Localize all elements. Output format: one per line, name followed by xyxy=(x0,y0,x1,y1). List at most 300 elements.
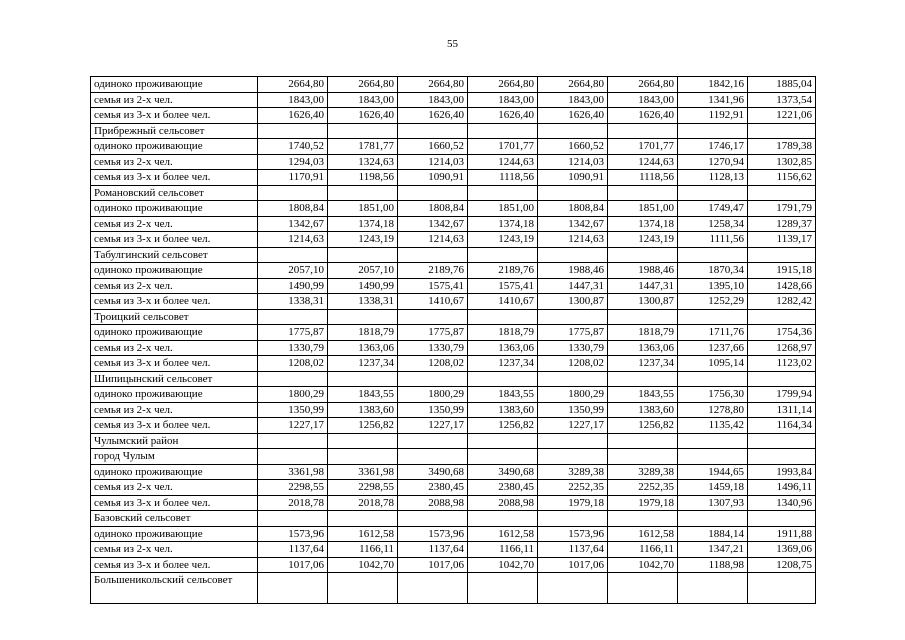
table-row xyxy=(91,139,816,155)
row-label: Прибрежный сельсовет xyxy=(91,123,258,139)
table-cell: 1244,63 xyxy=(468,154,538,170)
table-row xyxy=(91,185,816,201)
row-label: семья из 2-х чел. xyxy=(91,92,258,108)
table-cell: 1208,75 xyxy=(748,557,816,573)
table-row xyxy=(91,108,816,124)
table-cell: 1711,76 xyxy=(678,325,748,341)
table-cell: 2088,98 xyxy=(468,495,538,511)
table-cell xyxy=(398,449,468,465)
table-cell: 1843,00 xyxy=(328,92,398,108)
table-cell: 1256,82 xyxy=(468,418,538,434)
table-cell: 1612,58 xyxy=(468,526,538,542)
table-cell xyxy=(328,511,398,527)
row-label: семья из 2-х чел. xyxy=(91,154,258,170)
table-cell: 1754,36 xyxy=(748,325,816,341)
table-cell: 1575,41 xyxy=(398,278,468,294)
table-cell xyxy=(608,573,678,604)
table-cell: 1214,03 xyxy=(398,154,468,170)
table-row xyxy=(91,371,816,387)
table-cell xyxy=(468,511,538,527)
table-row xyxy=(91,216,816,232)
table-cell: 1843,00 xyxy=(258,92,328,108)
table-cell: 1123,02 xyxy=(748,356,816,372)
table-cell: 1789,38 xyxy=(748,139,816,155)
table-cell xyxy=(328,433,398,449)
table-row xyxy=(91,247,816,263)
table-cell xyxy=(678,185,748,201)
table-cell: 1166,11 xyxy=(608,542,678,558)
table-cell: 1626,40 xyxy=(258,108,328,124)
table-cell: 1350,99 xyxy=(398,402,468,418)
table-cell: 1383,60 xyxy=(468,402,538,418)
table-cell: 1214,03 xyxy=(538,154,608,170)
table-cell: 1911,88 xyxy=(748,526,816,542)
table-cell: 1135,42 xyxy=(678,418,748,434)
table-cell xyxy=(468,449,538,465)
table-cell: 1660,52 xyxy=(398,139,468,155)
table-cell: 1166,11 xyxy=(468,542,538,558)
table-cell: 2664,80 xyxy=(258,77,328,93)
table-row xyxy=(91,526,816,542)
table-cell xyxy=(538,449,608,465)
table-cell xyxy=(678,309,748,325)
table-cell: 2298,55 xyxy=(328,480,398,496)
table-cell: 1252,29 xyxy=(678,294,748,310)
table-cell: 1330,79 xyxy=(538,340,608,356)
table-cell: 1701,77 xyxy=(608,139,678,155)
table-cell xyxy=(398,371,468,387)
table-cell: 1775,87 xyxy=(538,325,608,341)
table-cell: 1090,91 xyxy=(398,170,468,186)
table-cell: 1137,64 xyxy=(258,542,328,558)
table-cell: 2189,76 xyxy=(468,263,538,279)
table-row xyxy=(91,263,816,279)
row-label: одиноко проживающие xyxy=(91,201,258,217)
table-cell xyxy=(398,573,468,604)
table-cell: 1885,04 xyxy=(748,77,816,93)
table-row xyxy=(91,573,816,604)
table-cell: 1208,02 xyxy=(258,356,328,372)
table-cell: 1111,56 xyxy=(678,232,748,248)
table-cell xyxy=(328,185,398,201)
table-cell: 1374,18 xyxy=(328,216,398,232)
table-cell xyxy=(328,309,398,325)
table-cell: 1410,67 xyxy=(398,294,468,310)
row-label: город Чулым xyxy=(91,449,258,465)
table-cell xyxy=(538,309,608,325)
table-cell: 1258,34 xyxy=(678,216,748,232)
table-cell: 1781,77 xyxy=(328,139,398,155)
table-row xyxy=(91,309,816,325)
table-row xyxy=(91,557,816,573)
table-cell: 2380,45 xyxy=(468,480,538,496)
table-cell: 2252,35 xyxy=(538,480,608,496)
table-cell: 1749,47 xyxy=(678,201,748,217)
table-cell: 1324,63 xyxy=(328,154,398,170)
page-number: 55 xyxy=(447,38,458,50)
table-cell xyxy=(678,371,748,387)
table-cell: 1818,79 xyxy=(608,325,678,341)
table-cell xyxy=(328,573,398,604)
table-cell: 1128,13 xyxy=(678,170,748,186)
table-cell: 1374,18 xyxy=(608,216,678,232)
table-cell: 1227,17 xyxy=(398,418,468,434)
table-row xyxy=(91,495,816,511)
table-cell: 1490,99 xyxy=(328,278,398,294)
table-cell xyxy=(258,371,328,387)
table-cell xyxy=(398,511,468,527)
table-cell: 1256,82 xyxy=(328,418,398,434)
table-row xyxy=(91,418,816,434)
table-row xyxy=(91,340,816,356)
table-body xyxy=(91,77,816,604)
row-label: семья из 3-х и более чел. xyxy=(91,495,258,511)
table-cell xyxy=(468,185,538,201)
table-cell: 2252,35 xyxy=(608,480,678,496)
table-cell: 1979,18 xyxy=(608,495,678,511)
table-cell: 1660,52 xyxy=(538,139,608,155)
table-cell: 1237,34 xyxy=(468,356,538,372)
table-cell: 1170,91 xyxy=(258,170,328,186)
table-cell: 1791,79 xyxy=(748,201,816,217)
table-cell: 1342,67 xyxy=(258,216,328,232)
table-cell: 2018,78 xyxy=(258,495,328,511)
row-label: Шипицынский сельсовет xyxy=(91,371,258,387)
table-cell: 1490,99 xyxy=(258,278,328,294)
table-cell: 1988,46 xyxy=(608,263,678,279)
table-cell: 1851,00 xyxy=(328,201,398,217)
table-cell: 1350,99 xyxy=(258,402,328,418)
table-cell: 1843,00 xyxy=(398,92,468,108)
table-cell: 1800,29 xyxy=(398,387,468,403)
table-cell: 1208,02 xyxy=(538,356,608,372)
table-cell xyxy=(748,511,816,527)
table-cell: 2298,55 xyxy=(258,480,328,496)
table-cell: 1214,63 xyxy=(258,232,328,248)
table-cell xyxy=(328,449,398,465)
row-label: семья из 3-х и более чел. xyxy=(91,356,258,372)
table-cell: 1993,84 xyxy=(748,464,816,480)
row-label: семья из 3-х и более чел. xyxy=(91,557,258,573)
table-cell: 1330,79 xyxy=(398,340,468,356)
table-cell: 1573,96 xyxy=(258,526,328,542)
row-label: Большеникольский сельсовет xyxy=(91,573,258,604)
table-cell: 1800,29 xyxy=(538,387,608,403)
table-cell xyxy=(748,185,816,201)
table-cell: 1227,17 xyxy=(258,418,328,434)
table-cell: 1447,31 xyxy=(608,278,678,294)
table-cell: 1244,63 xyxy=(608,154,678,170)
table-cell: 1799,94 xyxy=(748,387,816,403)
table-cell: 1944,65 xyxy=(678,464,748,480)
table-row xyxy=(91,356,816,372)
table-cell: 2057,10 xyxy=(258,263,328,279)
table-cell xyxy=(468,573,538,604)
table-cell: 1237,34 xyxy=(328,356,398,372)
table-cell xyxy=(538,247,608,263)
table-cell: 2664,80 xyxy=(398,77,468,93)
table-cell: 1842,16 xyxy=(678,77,748,93)
table-cell xyxy=(748,247,816,263)
table-cell: 1808,84 xyxy=(258,201,328,217)
table-cell: 1166,11 xyxy=(328,542,398,558)
table-cell: 2664,80 xyxy=(468,77,538,93)
table-cell: 1237,66 xyxy=(678,340,748,356)
row-label: Троицкий сельсовет xyxy=(91,309,258,325)
table-cell: 1198,56 xyxy=(328,170,398,186)
table-cell: 2664,80 xyxy=(538,77,608,93)
table-cell: 1626,40 xyxy=(328,108,398,124)
table-cell: 1118,56 xyxy=(608,170,678,186)
row-label: семья из 3-х и более чел. xyxy=(91,108,258,124)
table-cell: 1347,21 xyxy=(678,542,748,558)
table-cell: 1256,82 xyxy=(608,418,678,434)
table-cell: 1612,58 xyxy=(608,526,678,542)
row-label: семья из 2-х чел. xyxy=(91,216,258,232)
table-row xyxy=(91,387,816,403)
table-cell: 1988,46 xyxy=(538,263,608,279)
table-cell: 1090,91 xyxy=(538,170,608,186)
table-cell: 2664,80 xyxy=(328,77,398,93)
table-cell: 3490,68 xyxy=(398,464,468,480)
table-cell: 2057,10 xyxy=(328,263,398,279)
row-label: Романовский сельсовет xyxy=(91,185,258,201)
table-cell: 1294,03 xyxy=(258,154,328,170)
table-cell xyxy=(678,449,748,465)
row-label: Базовский сельсовет xyxy=(91,511,258,527)
row-label: одиноко проживающие xyxy=(91,387,258,403)
table-cell xyxy=(748,371,816,387)
table-cell: 1740,52 xyxy=(258,139,328,155)
table-cell xyxy=(398,185,468,201)
table-row xyxy=(91,77,816,93)
table-cell xyxy=(678,247,748,263)
table-cell: 2189,76 xyxy=(398,263,468,279)
table-row xyxy=(91,201,816,217)
table-cell xyxy=(678,511,748,527)
table-cell: 1137,64 xyxy=(538,542,608,558)
table-cell: 1410,67 xyxy=(468,294,538,310)
table-cell: 1800,29 xyxy=(258,387,328,403)
table-cell: 1746,17 xyxy=(678,139,748,155)
row-label: одиноко проживающие xyxy=(91,77,258,93)
row-label: семья из 2-х чел. xyxy=(91,542,258,558)
table-cell: 1118,56 xyxy=(468,170,538,186)
table-cell xyxy=(258,247,328,263)
table-cell: 1214,63 xyxy=(398,232,468,248)
table-cell: 1843,55 xyxy=(608,387,678,403)
table-cell xyxy=(398,247,468,263)
table-cell: 1268,97 xyxy=(748,340,816,356)
row-label: одиноко проживающие xyxy=(91,464,258,480)
table-cell xyxy=(468,371,538,387)
table-cell xyxy=(398,433,468,449)
table-cell: 1282,42 xyxy=(748,294,816,310)
table-cell: 1307,93 xyxy=(678,495,748,511)
table-cell xyxy=(608,309,678,325)
table-cell: 1340,96 xyxy=(748,495,816,511)
table-cell: 1626,40 xyxy=(538,108,608,124)
table-cell: 1192,91 xyxy=(678,108,748,124)
table-cell: 1300,87 xyxy=(608,294,678,310)
table-row xyxy=(91,154,816,170)
table-cell: 1870,34 xyxy=(678,263,748,279)
table-cell: 1278,80 xyxy=(678,402,748,418)
table-cell xyxy=(608,247,678,263)
table-cell: 1243,19 xyxy=(328,232,398,248)
row-label: Чулымский район xyxy=(91,433,258,449)
table-cell: 1374,18 xyxy=(468,216,538,232)
table-cell: 1214,63 xyxy=(538,232,608,248)
table-cell xyxy=(538,123,608,139)
table-cell: 1808,84 xyxy=(398,201,468,217)
table-cell: 1775,87 xyxy=(258,325,328,341)
table-cell xyxy=(608,123,678,139)
table-cell: 1342,67 xyxy=(538,216,608,232)
table-cell xyxy=(258,123,328,139)
table-cell: 1818,79 xyxy=(468,325,538,341)
table-cell xyxy=(678,433,748,449)
table-cell: 1369,06 xyxy=(748,542,816,558)
table-cell xyxy=(258,511,328,527)
table-cell: 1573,96 xyxy=(398,526,468,542)
table-cell: 1341,96 xyxy=(678,92,748,108)
table-row xyxy=(91,294,816,310)
table-cell: 1373,54 xyxy=(748,92,816,108)
table-cell: 3289,38 xyxy=(608,464,678,480)
table-cell: 1311,14 xyxy=(748,402,816,418)
table-cell: 1338,31 xyxy=(258,294,328,310)
table-cell xyxy=(748,309,816,325)
table-cell: 1447,31 xyxy=(538,278,608,294)
table-cell: 1626,40 xyxy=(398,108,468,124)
table-cell xyxy=(468,433,538,449)
table-cell: 1851,00 xyxy=(608,201,678,217)
table-cell xyxy=(678,123,748,139)
table-row xyxy=(91,402,816,418)
table-cell: 1843,00 xyxy=(608,92,678,108)
table-cell xyxy=(608,511,678,527)
row-label: семья из 3-х и более чел. xyxy=(91,418,258,434)
table-cell: 1221,06 xyxy=(748,108,816,124)
table-cell xyxy=(678,573,748,604)
table-cell: 1156,62 xyxy=(748,170,816,186)
table-cell: 1227,17 xyxy=(538,418,608,434)
table-row xyxy=(91,170,816,186)
table-cell xyxy=(468,123,538,139)
table-cell xyxy=(748,449,816,465)
table-row xyxy=(91,325,816,341)
row-label: семья из 2-х чел. xyxy=(91,340,258,356)
table-row xyxy=(91,542,816,558)
table-cell: 1363,06 xyxy=(468,340,538,356)
table-cell: 1428,66 xyxy=(748,278,816,294)
table-cell: 1363,06 xyxy=(328,340,398,356)
table-cell: 1302,85 xyxy=(748,154,816,170)
table-cell: 1017,06 xyxy=(258,557,328,573)
table-cell xyxy=(328,247,398,263)
table-cell: 1042,70 xyxy=(608,557,678,573)
table-row xyxy=(91,480,816,496)
table-cell xyxy=(328,123,398,139)
table-cell: 1979,18 xyxy=(538,495,608,511)
table-cell xyxy=(608,433,678,449)
table-cell: 1626,40 xyxy=(468,108,538,124)
row-label: семья из 3-х и более чел. xyxy=(91,294,258,310)
table-cell: 1164,34 xyxy=(748,418,816,434)
table-cell xyxy=(748,433,816,449)
table-cell: 1884,14 xyxy=(678,526,748,542)
table-cell: 1573,96 xyxy=(538,526,608,542)
table-row xyxy=(91,92,816,108)
row-label: одиноко проживающие xyxy=(91,325,258,341)
table-cell: 1575,41 xyxy=(468,278,538,294)
table-cell: 1243,19 xyxy=(468,232,538,248)
table-cell: 1017,06 xyxy=(538,557,608,573)
table-cell: 1237,34 xyxy=(608,356,678,372)
table-cell: 1289,37 xyxy=(748,216,816,232)
table-cell: 1139,17 xyxy=(748,232,816,248)
row-label: Табулгинский сельсовет xyxy=(91,247,258,263)
row-label: одиноко проживающие xyxy=(91,263,258,279)
table-cell: 1188,98 xyxy=(678,557,748,573)
table-cell: 1915,18 xyxy=(748,263,816,279)
table-cell: 1843,00 xyxy=(538,92,608,108)
table-cell: 3289,38 xyxy=(538,464,608,480)
table-cell: 1095,14 xyxy=(678,356,748,372)
table-cell: 1383,60 xyxy=(328,402,398,418)
table-cell xyxy=(468,247,538,263)
table-cell: 1338,31 xyxy=(328,294,398,310)
table-cell: 2664,80 xyxy=(608,77,678,93)
table-cell xyxy=(398,123,468,139)
table-cell: 1843,00 xyxy=(468,92,538,108)
table-cell: 1612,58 xyxy=(328,526,398,542)
table-cell xyxy=(258,185,328,201)
table-cell xyxy=(258,449,328,465)
table-row xyxy=(91,232,816,248)
table-cell: 1208,02 xyxy=(398,356,468,372)
table-cell: 1330,79 xyxy=(258,340,328,356)
table-cell: 1775,87 xyxy=(398,325,468,341)
table-cell xyxy=(258,433,328,449)
table-row xyxy=(91,449,816,465)
table-row xyxy=(91,278,816,294)
table-cell: 3490,68 xyxy=(468,464,538,480)
table-cell xyxy=(538,573,608,604)
table-cell: 1243,19 xyxy=(608,232,678,248)
table-cell: 1042,70 xyxy=(468,557,538,573)
table-cell xyxy=(608,185,678,201)
table-cell: 2018,78 xyxy=(328,495,398,511)
table-cell: 1300,87 xyxy=(538,294,608,310)
table-cell: 1270,94 xyxy=(678,154,748,170)
table-cell: 1363,06 xyxy=(608,340,678,356)
table-cell: 1851,00 xyxy=(468,201,538,217)
table-cell: 1818,79 xyxy=(328,325,398,341)
table-cell: 1017,06 xyxy=(398,557,468,573)
tariff-table xyxy=(90,76,816,604)
table-cell xyxy=(398,309,468,325)
table-cell xyxy=(258,309,328,325)
table-cell: 1383,60 xyxy=(608,402,678,418)
table-cell: 1137,64 xyxy=(398,542,468,558)
row-label: одиноко проживающие xyxy=(91,526,258,542)
table-cell: 3361,98 xyxy=(258,464,328,480)
table-cell: 1459,18 xyxy=(678,480,748,496)
row-label: семья из 2-х чел. xyxy=(91,278,258,294)
table-cell xyxy=(538,511,608,527)
